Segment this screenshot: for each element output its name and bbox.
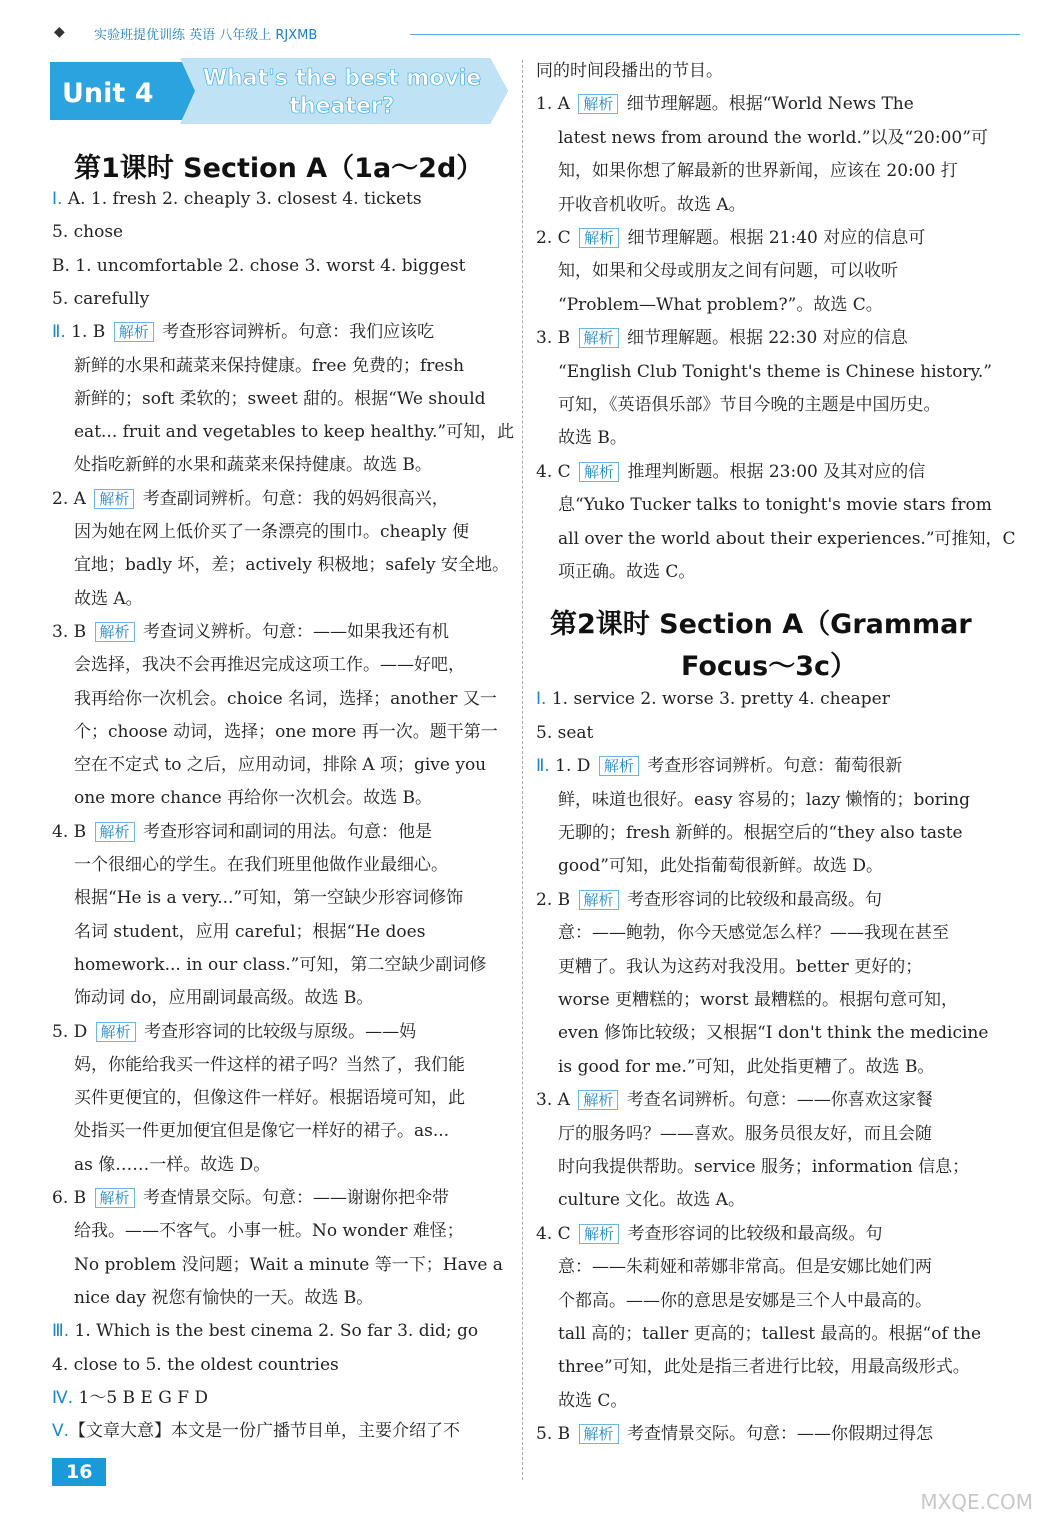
left-line: Ⅲ. 1. Which is the best cinema 2. So far 3. did; go (52, 1321, 479, 1342)
left-line: 第1课时 Section A（1a～2d） (74, 153, 484, 184)
right-line: 故选 B。 (558, 428, 627, 449)
right-line: 4. C 解析 考查形容词的比较级和最高级。句 (536, 1223, 883, 1244)
analysis-tag: 解析 (95, 1188, 135, 1208)
unit-title-line2: theater? (289, 94, 395, 119)
left-line: 宜地；badly 坏，差；actively 积极地；safely 安全地。 (74, 555, 510, 576)
right-line: Ⅱ. 1. D 解析 考查形容词辨析。句意：葡萄很新 (536, 756, 903, 777)
right-line: 开收音机收听。故选 A。 (558, 194, 746, 215)
right-line: 可知，《英语俱乐部》节目今晚的主题是中国历史。 (558, 395, 941, 415)
right-line: 3. B 解析 细节理解题。根据 22:30 对应的信息 (536, 328, 908, 349)
right-line: 第2课时 Section A（Grammar (550, 609, 972, 641)
analysis-tag: 解析 (579, 228, 619, 248)
left-line: 5. carefully (52, 288, 150, 309)
column-divider (522, 60, 523, 1480)
right-line: all over the world about their experiences.”可推知，C (558, 528, 1016, 549)
right-line: 更糟了。我认为这药对我没用。better 更好的； (558, 956, 923, 977)
left-line: Ⅱ. 1. B 解析 考查形容词辨析。句意：我们应该吃 (52, 322, 435, 343)
left-line: 饰动词 do，应用副词最高级。故选 B。 (74, 988, 374, 1009)
right-line: 鲜，味道也很好。easy 容易的；lazy 懒惰的；boring (558, 789, 970, 810)
right-line: 故选 C。 (558, 1390, 628, 1411)
left-line: 名词 student，应用 careful；根据“He does (74, 921, 426, 942)
analysis-tag: 解析 (579, 328, 619, 348)
right-line: 意：——鲍勃，你今天感觉怎么样？——我现在甚至 (558, 923, 949, 944)
left-line: 新鲜的水果和蔬菜来保持健康。free 免费的；fresh (74, 355, 465, 376)
unit-title-line1: What's the best movie (202, 66, 482, 91)
analysis-tag: 解析 (114, 322, 154, 342)
analysis-tag: 解析 (94, 489, 134, 509)
left-line: 会选择，我决不会再推迟完成这项工作。——好吧， (74, 655, 465, 676)
analysis-tag: 解析 (578, 94, 618, 114)
right-line: “English Club Tonight's theme is Chinese history.” (558, 361, 992, 382)
left-line: B. 1. uncomfortable 2. chose 3. worst 4. biggest (52, 255, 466, 276)
right-line: 无聊的；fresh 新鲜的。根据空后的“they also taste (558, 823, 963, 843)
left-line: 5. D 解析 考查形容词的比较级与原级。——妈 (52, 1021, 417, 1042)
right-line: 2. B 解析 考查形容词的比较级和最高级。句 (536, 889, 882, 910)
left-line: 妈，你能给我买一件这样的裙子吗？当然了，我们能 (74, 1054, 465, 1075)
right-line: 4. C 解析 推理判断题。根据 23:00 及其对应的信 (536, 461, 926, 482)
right-line: latest news from around the world.”以及“20:00”可 (558, 127, 988, 148)
left-line: one more chance 再给你一次机会。故选 B。 (74, 788, 433, 809)
left-line: 2. A 解析 考查副词辨析。句意：我的妈妈很高兴， (52, 488, 449, 509)
right-line: 1. A 解析 细节理解题。根据“World News The (536, 94, 914, 115)
right-line: Ⅰ. 1. service 2. worse 3. pretty 4. cheaper (536, 689, 890, 710)
analysis-tag: 解析 (599, 756, 639, 776)
left-line: eat... fruit and vegetables to keep healthy.”可知，此 (74, 422, 515, 443)
left-line: Ⅰ. A. 1. fresh 2. cheaply 3. closest 4. tickets (52, 189, 422, 209)
unit-banner (50, 58, 508, 124)
left-line: 空在不定式 to 之后，应用动词，排除 A 项；give you (74, 755, 487, 776)
series-title: 实验班提优训练 英语 八年级上 RJXMB (94, 28, 318, 43)
right-line: even 修饰比较级；又根据“I don't think the medicine (558, 1023, 989, 1044)
right-line: 时向我提供帮助。service 服务；information 信息； (558, 1157, 970, 1177)
left-line: 3. B 解析 考查词义辨析。句意：——如果我还有机 (52, 621, 449, 642)
left-line: 买件更便宜的，但像这件一样好。根据语境可知，此 (74, 1088, 465, 1109)
analysis-tag: 解析 (579, 1424, 619, 1444)
right-line: is good for me.”可知，此处指更糟了。故选 B。 (558, 1056, 935, 1077)
right-line: “Problem—What problem?”。故选 C。 (558, 294, 883, 315)
left-line: 一个很细心的学生。在我们班里他做作业最细心。 (74, 855, 448, 875)
left-line: 新鲜的；soft 柔软的；sweet 甜的。根据“We should (74, 388, 486, 409)
left-line: 根据“He is a very...”可知，第一空缺少形容词修饰 (74, 888, 464, 909)
left-line: 处指买一件更加便宜但是像它一样好的裙子。as... (74, 1121, 450, 1142)
right-line: tall 高的；taller 更高的；tallest 最高的。根据“of the (558, 1324, 981, 1344)
left-line: 给我。——不客气。小事一桩。No wonder 难怪； (74, 1221, 464, 1242)
right-line: 3. A 解析 考查名词辨析。句意：——你喜欢这家餐 (536, 1090, 933, 1111)
left-line: 因为她在网上低价买了一条漂亮的围巾。cheaply 便 (74, 522, 469, 542)
right-line: 个都高。——你的意思是安娜是三个人中最高的。 (558, 1290, 932, 1311)
right-line: 同的时间段播出的节目。 (536, 61, 723, 81)
unit-label: Unit 4 (62, 78, 154, 109)
right-line: 息“Yuko Tucker talks to tonight's movie stars from (558, 495, 992, 516)
left-line: 处指吃新鲜的水果和蔬菜来保持健康。故选 B。 (74, 455, 432, 476)
analysis-tag: 解析 (95, 822, 135, 842)
analysis-tag: 解析 (579, 1224, 619, 1244)
left-line: 6. B 解析 考查情景交际。句意：——谢谢你把伞带 (52, 1188, 449, 1208)
right-line: 知，如果和父母或朋友之间有问题，可以收听 (558, 261, 898, 282)
series-logo-icon: ◆ (54, 24, 65, 40)
right-line: 厅的服务吗？——喜欢。服务员很友好，而且会随 (558, 1123, 932, 1144)
left-line: 4. close to 5. the oldest countries (52, 1354, 339, 1375)
left-line: 个；choose 动词，选择；one more 再一次。题干第一 (74, 721, 498, 742)
analysis-tag: 解析 (95, 622, 135, 642)
analysis-tag: 解析 (578, 1090, 618, 1110)
left-line: Ⅳ. 1～5 B E G F D (52, 1387, 209, 1408)
right-line: 意：——朱莉娅和蒂娜非常高。但是安娜比她们两 (558, 1257, 932, 1278)
page-number: 16 (52, 1458, 106, 1486)
right-line: three”可知，此处是指三者进行比较，用最高级形式。 (558, 1357, 970, 1378)
right-line: 项正确。故选 C。 (558, 562, 696, 582)
analysis-tag: 解析 (579, 890, 619, 910)
analysis-tag: 解析 (96, 1022, 136, 1042)
right-line: culture 文化。故选 A。 (558, 1190, 745, 1211)
left-line: No problem 没问题；Wait a minute 等一下；Have a (74, 1254, 503, 1275)
right-line: 2. C 解析 细节理解题。根据 21:40 对应的信息可 (536, 228, 926, 248)
right-line: 5. B 解析 考查情景交际。句意：——你假期过得怎 (536, 1424, 933, 1445)
watermark: MXQE.COM (920, 1490, 1033, 1514)
right-line: 5. seat (536, 722, 594, 743)
right-line: worse 更糟糕的；worst 最糟糕的。根据句意可知， (558, 990, 958, 1010)
analysis-tag: 解析 (579, 462, 619, 482)
left-line: 5. chose (52, 222, 124, 243)
right-line: 知，如果你想了解最新的世界新闻，应该在 20:00 打 (558, 161, 958, 182)
header-rule (410, 34, 1020, 35)
left-line: Ⅴ.【文章大意】本文是一份广播节目单，主要介绍了不 (52, 1421, 461, 1442)
left-line: 4. B 解析 考查形容词和副词的用法。句意：他是 (52, 821, 432, 842)
page-header (40, 22, 1020, 42)
left-line: 我再给你一次机会。choice 名词，选择；another 又一 (74, 688, 497, 709)
left-line: nice day 祝您有愉快的一天。故选 B。 (74, 1287, 374, 1308)
left-line: as 像……一样。故选 D。 (74, 1154, 271, 1175)
left-line: 故选 A。 (74, 588, 143, 609)
left-line: homework... in our class.”可知，第二空缺少副词修 (74, 954, 487, 975)
right-line: good”可知，此处指葡萄很新鲜。故选 D。 (558, 856, 883, 877)
right-line: Focus～3c） (681, 651, 857, 683)
